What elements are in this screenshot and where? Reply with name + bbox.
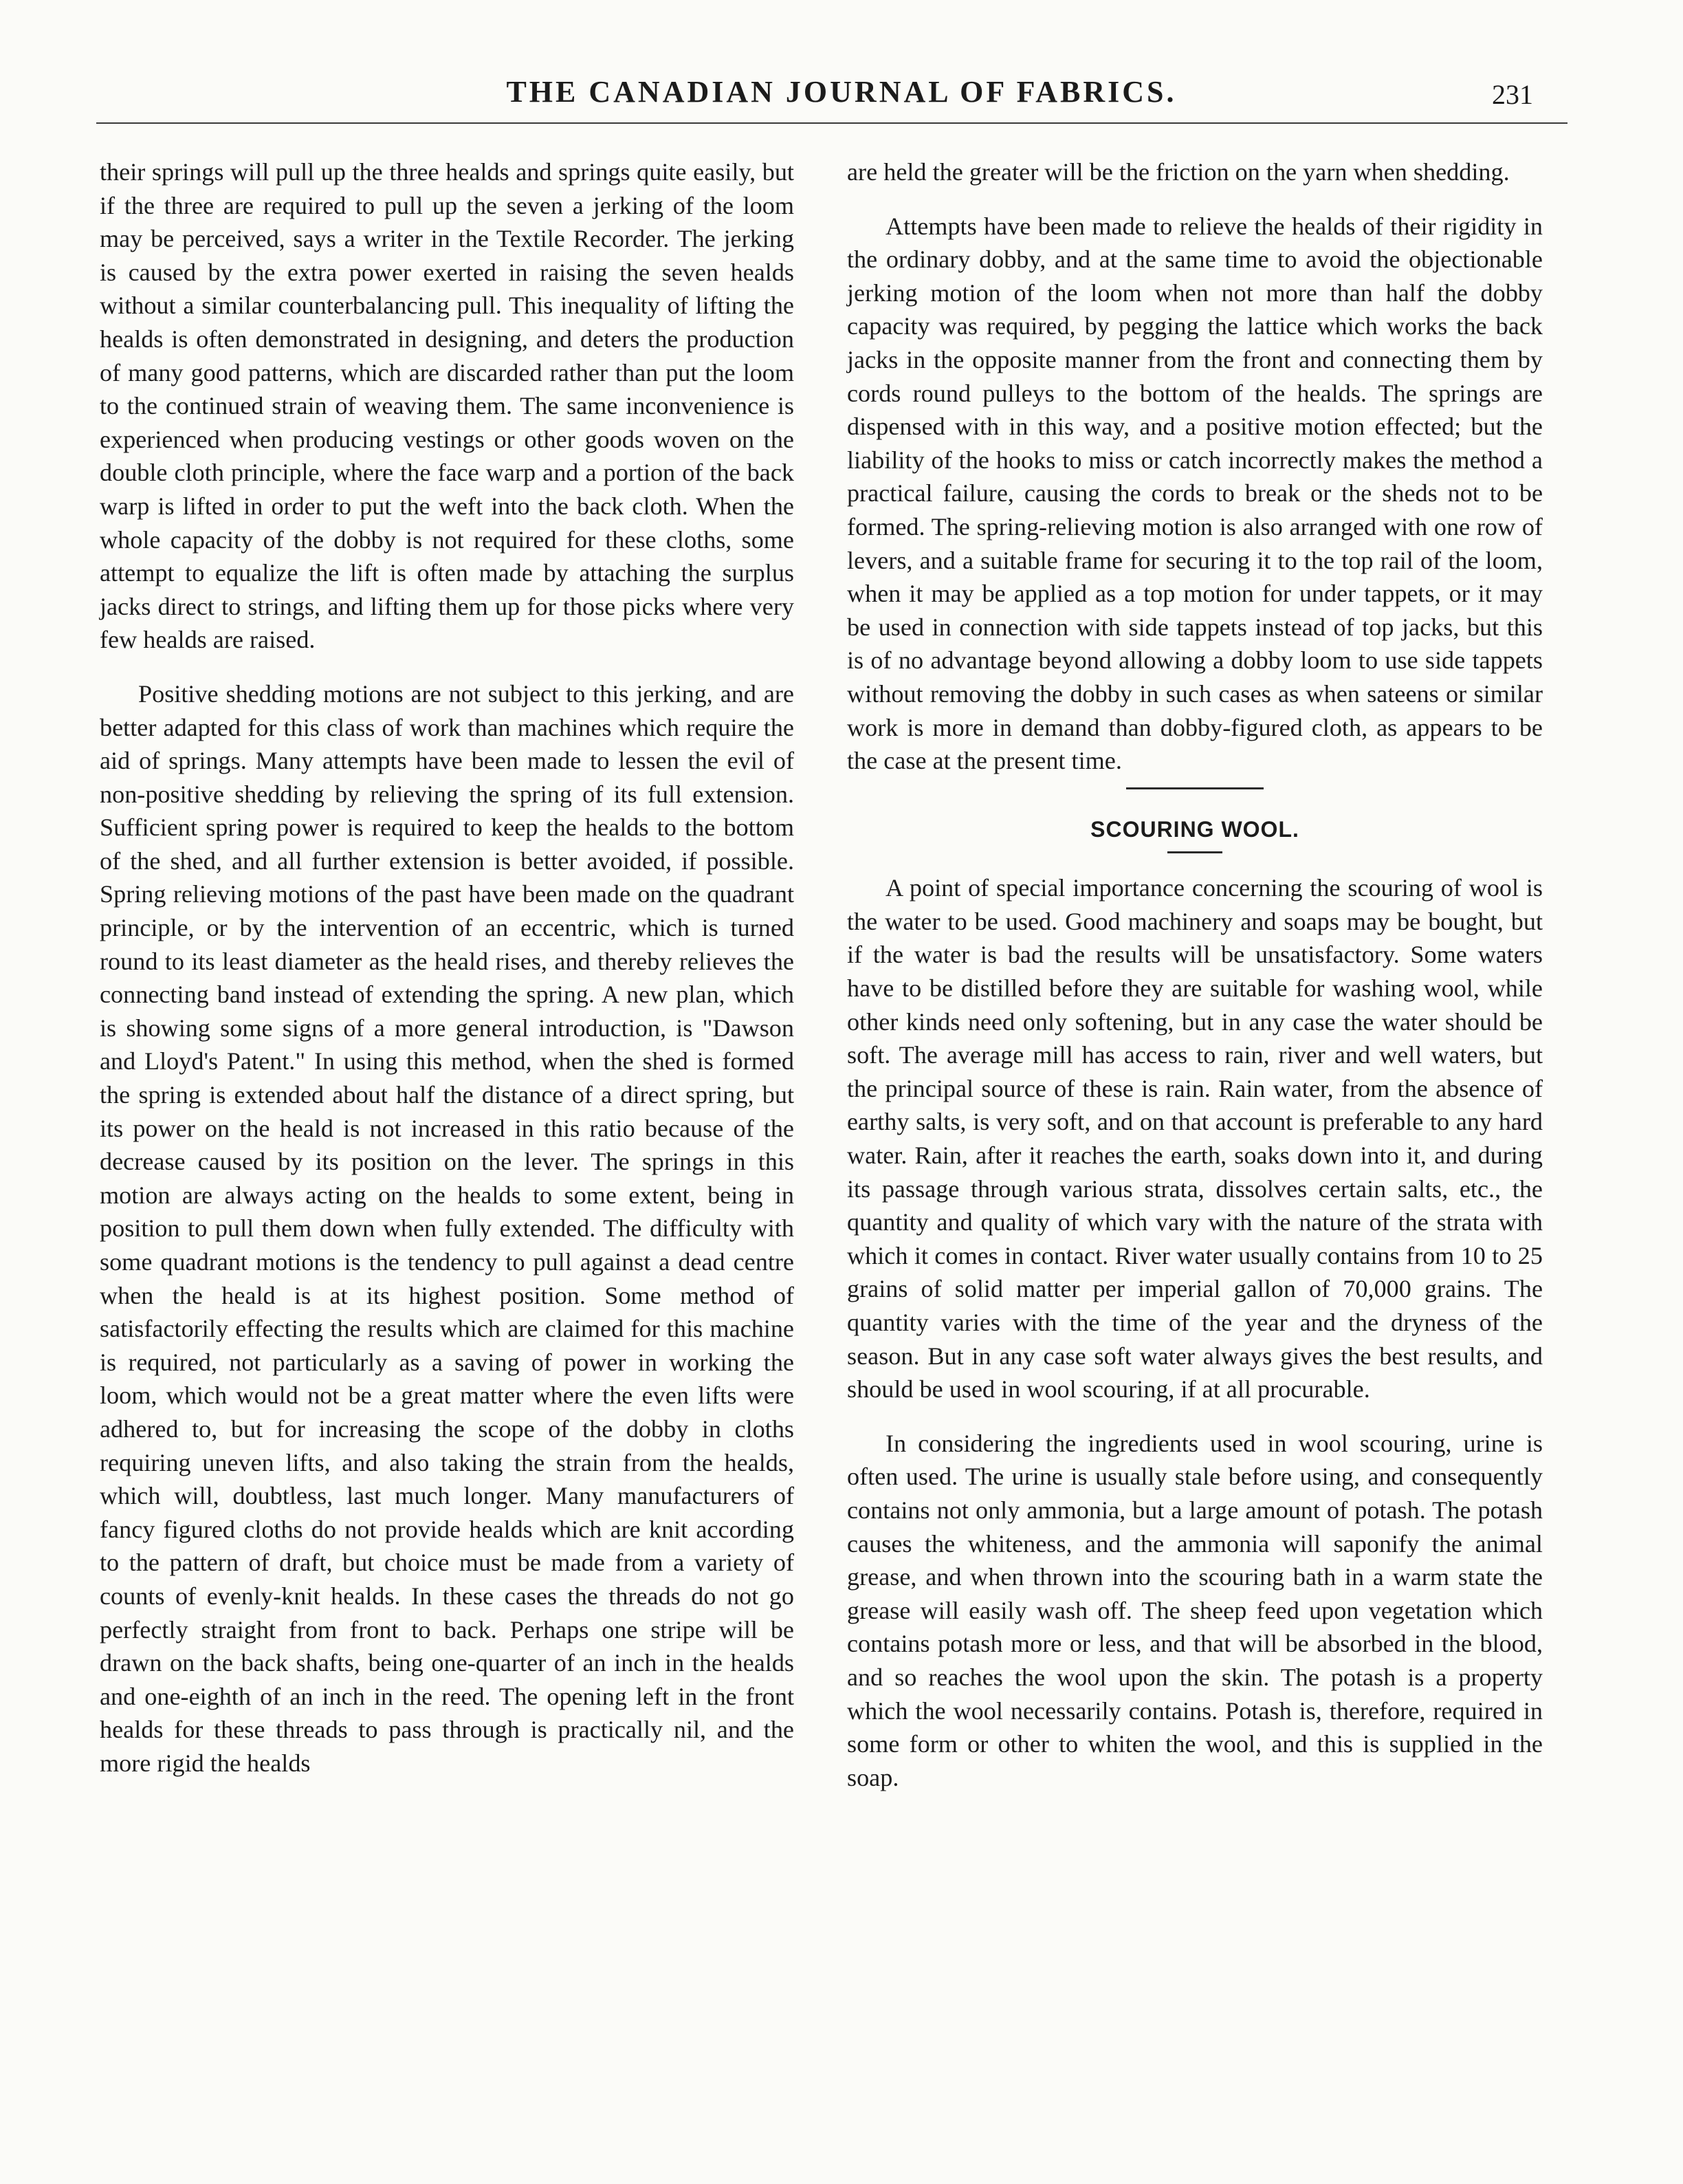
paragraph: In considering the ingredients used in wool scouring, urine is often used. The urine is usually stale before using, and consequently contains not only ammonia, but a large amount of potash. The potash causes the whiteness, and the ammonia will saponify the animal grease, and when thrown into the scouring bath in a warm state the grease will easily wash off. The sheep feed upon vegetation which contains potash more or less, and that will be absorbed in the blood, and so reaches the wool upon the skin. The potash is a property which the wool necessarily contains. Potash is, therefore, required in some form or other to whiten the wool, and this is supplied in the soap. <box>847 1429 1543 1791</box>
page-number: 231 <box>1492 79 1533 110</box>
paragraph: A point of special importance concerning the scouring of wool is the water to be used. Good machinery and soaps may be bought, but if the water is bad the results will be unsatisfactory. Some waters have to be distilled before they are suitable for washing wool, while other kinds need only softening, but in any case the water should be soft. The average mill has access to rain, river and well waters, but the principal source of these is rain. Rain water, from the absence of earthy salts, is very soft, and on that account is preferable to any hard water. Rain, after it reaches the earth, soaks down into it, and during its passage through various strata, dissolves certain salts, etc., the quantity and quality of which vary with the nature of the strata with which it comes in contact. River water usually contains from 10 to 25 grains of solid matter per imperial gallon of 70,000 grains. The quantity varies with the time of the year and the dryness of the season. But in any case soft water always gives the best results, and should be used in wool scouring, if at all procurable. <box>847 874 1543 1404</box>
paragraph: Positive shedding motions are not subject to this jerking, and are better adapted for this class of work than machines which require the aid of springs. Many attempts have been made to lessen the evil of non-positive shedding by relieving the spring of its full extension. Sufficient spring power is required to keep the healds to the bottom of the shed, and all further extension is better avoided, if possible. Spring relieving motions of the past have been made on the quadrant principle, or by the intervention of an eccentric, which is turned round to its least diameter as the heald rises, and thereby relieves the connecting band instead of extending the spring. A new plan, which is showing some signs of a more general introduction, is "Dawson and Lloyd's Patent." In using this method, when the shed is formed the spring is extended about half the distance of a direct spring, but its power on the heald is not increased in this ratio because of the decrease caused by its position on the lever. The springs in this motion are always acting on the healds to some extent, being in position to pull them down when fully extended. The difficulty with some quadrant motions is the tendency to pull against a dead centre when the heald is at its highest position. Some method of satisfactorily effecting the results which are claimed for this machine is required, not particularly as a saving of power in working the loom, which would not be a great matter where the even lifts were adhered to, but for increasing the scope of the dobby in cloths requiring uneven lifts, and also taking the strain from the healds, which will, doubtless, last much longer. Many manufacturers of fancy figured cloths do not provide healds which are knit according to the pattern of draft, but choice must be made from a variety of counts of evenly-knit healds. In these cases the threads do not go perfectly straight from front to back. Perhaps one stripe will be drawn on the back shafts, being one-quarter of an inch in the healds and one-eighth of an inch in the reed. The opening left in the front healds for these threads to pass through is practically nil, and the more rigid the healds <box>100 679 794 1777</box>
paragraph: are held the greater will be the friction on the yarn when shedding. <box>847 158 1510 186</box>
right-column <box>847 155 1543 1794</box>
section-divider <box>847 787 1543 789</box>
section-heading: SCOURING WOOL. <box>1090 816 1299 842</box>
running-head-title: THE CANADIAN JOURNAL OF FABRICS. <box>506 75 1177 109</box>
paragraph: their springs will pull up the three healds and springs quite easily, but if the three are required to pull up the seven a jerking of the loom may be perceived, says a writer in the Textile Recorder. The jerking is caused by the extra power exerted in raising the seven healds without a similar counterbalancing pull. This inequality of lifting the healds is often demonstrated in designing, and deters the production of many good patterns, which are discarded rather than put the loom to the continued strain of weaving them. The same inconvenience is experienced when producing vestings or other goods woven on the double cloth principle, where the face warp and a portion of the back warp is lifted in order to put the weft into the back cloth. When the whole capacity of the dobby is not required for these cloths, some attempt to equalize the lift is often made by attaching the surplus jacks direct to strings, and lifting them up for those picks where very few healds are raised. <box>100 158 794 654</box>
header-divider <box>96 122 1568 124</box>
left-column <box>100 155 794 1780</box>
heading-underline <box>847 851 1543 853</box>
paragraph: Attempts have been made to relieve the healds of their rigidity in the ordinary dobby, and at the same time to avoid the objectionable jerking motion of the loom when not more than half the dobby capacity was required, by pegging the lattice which works the back jacks in the opposite manner from the front and connecting them by cords round pulleys to the bottom of the healds. The springs are dispensed with in this way, and a positive motion effected; but the liability of the hooks to miss or catch incorrectly makes the method a practical failure, causing the cords to break or the sheds not to be formed. The spring-relieving motion is also arranged with one row of levers, and a suitable frame for securing it to the top rail of the loom, when it may be applied as a top motion for under tappets, or it may be used in connection with side tappets instead of top jacks, but this is of no advantage beyond allowing a dobby loom to use side tappets without removing the dobby in such cases as when sateens or similar work is more in demand than dobby-figured cloth, as appears to be the case at the present time. <box>847 212 1543 775</box>
